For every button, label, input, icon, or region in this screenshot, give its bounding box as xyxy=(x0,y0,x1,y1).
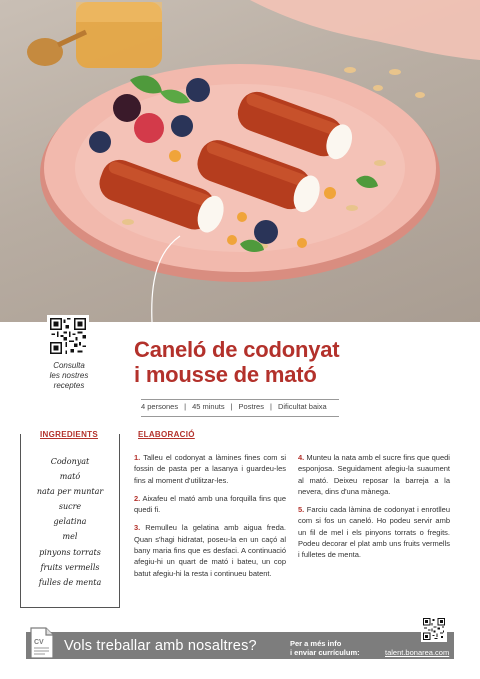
ingredient-item: fruits vermells xyxy=(40,562,100,572)
qr-caption-line: receptes xyxy=(53,381,85,390)
careers-qr-code[interactable] xyxy=(421,616,447,642)
recipe-title-line: i mousse de mató xyxy=(134,362,317,387)
step-1 xyxy=(134,452,286,486)
svg-text:CV: CV xyxy=(34,639,44,646)
separator: | xyxy=(230,402,233,411)
recipes-qr-code[interactable] xyxy=(47,315,89,357)
step-4 xyxy=(298,452,450,497)
careers-info-line: Per a més info xyxy=(290,639,342,648)
duration: 45 minuts xyxy=(192,402,225,411)
recipe-meta xyxy=(141,402,361,411)
divider xyxy=(141,399,339,400)
qr-caption-line: les nostres xyxy=(49,371,89,380)
step-number: 1. xyxy=(134,453,141,462)
careers-link[interactable]: talent.bonarea.com xyxy=(385,648,450,657)
cv-document-icon xyxy=(30,627,54,659)
qr-caption xyxy=(40,361,98,391)
step-number: 3. xyxy=(134,523,141,533)
ingredients-list xyxy=(20,454,120,590)
step-text: Remulleu la gelatina amb aigua freda. Quan s'hagi hidratat, poseu-la en un caçó al bany maria fins que es desfaci. A continuació afegiu-hi un quart de mató i bateu, un cop batut afegiu-hi la resta i continueu batent. xyxy=(134,523,287,578)
steps-column-right xyxy=(298,452,450,568)
careers-info xyxy=(290,639,360,657)
ingredient-item: sucre xyxy=(58,502,82,512)
step-number: 5. xyxy=(298,505,305,515)
ingredient-item: fulles de menta xyxy=(38,577,102,587)
dessert-illustration xyxy=(0,0,480,322)
category: Postres xyxy=(238,402,264,411)
servings: 4 persones xyxy=(141,402,179,411)
steps-column-left xyxy=(134,452,286,586)
step-text: Munteu la nata amb el sucre fins que quedi esponjosa. Seguidament afegiu-la suaument al mató. Deixeu reposar la barreja a la nevera, dins d'una mànega. xyxy=(298,453,450,496)
step-3 xyxy=(134,522,286,578)
recipe-title xyxy=(134,337,434,387)
step-text: Farciu cada làmina de codonyat i enrotlleu com si fos un caneló. Ho podeu servir amb un fil de mel i els pinyons torrats o fregits. Podeu decorar el plat amb uns fruits vermells i fulletes de menta. xyxy=(298,505,450,560)
qr-code-icon xyxy=(50,318,86,354)
ingredient-item: mel xyxy=(62,532,78,542)
elaboration-heading: ELABORACIÓ xyxy=(138,430,195,439)
difficulty: Dificultat baixa xyxy=(277,402,327,411)
step-2 xyxy=(134,493,286,516)
separator: | xyxy=(184,402,187,411)
separator: | xyxy=(269,402,272,411)
ingredient-item: mató xyxy=(59,472,81,482)
ingredient-item: Codonyat xyxy=(50,457,90,466)
recipe-title-line: Caneló de codonyat xyxy=(134,337,340,362)
divider xyxy=(141,416,339,417)
ingredient-item: gelatina xyxy=(53,517,87,527)
step-number: 4. xyxy=(298,453,305,462)
ingredients-heading: INGREDIENTS xyxy=(40,430,98,439)
step-text: Aixafeu el mató amb una forquilla fins que quedi fi. xyxy=(134,493,286,515)
step-text: Talleu el codonyat a làmines fines com si fossin de pasta per a lasanya i guardeu-les fins al moment d'utilitzar-les. xyxy=(134,453,286,485)
careers-info-line: i enviar currículum: xyxy=(290,648,360,657)
qr-code-icon xyxy=(423,618,445,640)
careers-cta: Vols treballar amb nosaltres? xyxy=(64,638,257,654)
qr-caption-line: Consulta xyxy=(53,361,85,370)
ingredient-item: pinyons torrats xyxy=(39,547,101,557)
step-5 xyxy=(298,504,450,560)
ingredient-item: nata per muntar xyxy=(36,487,104,497)
hero-photo xyxy=(0,0,480,322)
step-number: 2. xyxy=(134,493,141,503)
